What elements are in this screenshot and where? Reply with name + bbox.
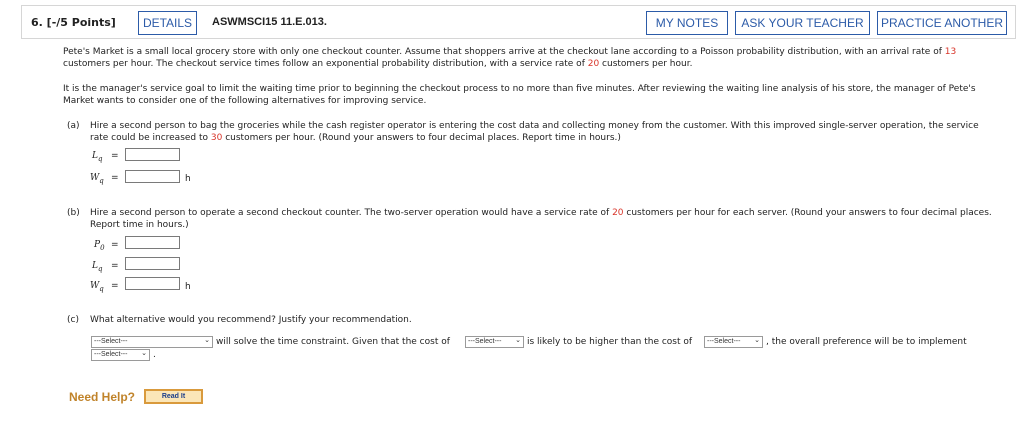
wq-symbol: $W_q$ [90,281,104,293]
chevron-down-icon: ⌄ [754,337,760,344]
lq-symbol: $L_q$ [92,151,103,163]
intro-paragraph-1: Pete's Market is a small local grocery store with only one checkout counter. Assume that shoppers arrive at the checkout lane according to a Poisson probability distribution, with an arrival rate of 13 customers per hour. The checkout service times follow an exponential probability distribution, with a service rate of 20 customers per hour. [63,47,957,69]
intro-paragraph-2: It is the manager's service goal to limit the waiting time prior to beginning the checkout process to no more than five minutes. After reviewing the waiting line analysis of his store, the manager of Pete's Market wants to consider one of the following alternatives for improving service. [63,84,976,106]
p0-symbol: $P_0$ [94,240,105,252]
part-a-wq-input[interactable] [125,170,180,183]
part-b-wq-input[interactable] [125,277,180,290]
hours-unit: h [185,282,191,292]
sentence-end: . [153,350,156,360]
my-notes-button[interactable]: MY NOTES [646,11,728,35]
part-c-text: What alternative would you recommend? Justify your recommendation. [90,315,412,325]
question-header [21,5,1016,39]
part-a-rate: 30 [210,133,223,143]
arrival-rate: 13 [944,47,957,57]
question-number: 6. [-/5 Points] [31,16,116,29]
part-c-text-3: , the overall preference will be to implement [766,337,967,347]
equals-sign: = [111,151,119,161]
part-b-label: (b) [67,208,80,218]
equals-sign: = [111,173,119,183]
alternative-select-4[interactable]: ---Select--- ⌄ [91,349,150,361]
chevron-down-icon: ⌄ [515,337,521,344]
service-rate: 20 [587,59,600,69]
part-b-text: Hire a second person to operate a second checkout counter. The two-server operation would have a service rate of 20 customers per hour for each server. (Round your answers to four decimal places. Report time in hours.) [90,208,992,230]
part-b-rate: 20 [612,208,624,218]
chevron-down-icon: ⌄ [204,337,210,344]
practice-another-button[interactable]: PRACTICE ANOTHER [877,11,1007,35]
part-c-text-2: is likely to be higher than the cost of [527,337,693,347]
hours-unit: h [185,174,191,184]
lq-symbol: $L_q$ [92,261,103,273]
equals-sign: = [111,281,119,291]
equals-sign: = [111,240,119,250]
need-help-label: Need Help? [69,390,136,404]
chevron-down-icon: ⌄ [141,350,147,357]
part-a-label: (a) [67,121,80,131]
problem-code: ASWMSCI15 11.E.013. [212,16,327,28]
part-b-lq-input[interactable] [125,257,180,270]
part-a-text: Hire a second person to bag the groceries while the cash register operator is entering the cost data and collecting money from the customer. With this improved single-server operation, the service rate could be increased to 30 customers per hour. (Round your answers to four decimal places. Report time in hours.) [90,121,979,143]
alternative-select-2[interactable]: ---Select--- ⌄ [465,336,524,348]
equals-sign: = [111,261,119,271]
part-c-label: (c) [67,315,79,325]
ask-teacher-button[interactable]: ASK YOUR TEACHER [735,11,870,35]
part-b-p0-input[interactable] [125,236,180,249]
alternative-select-3[interactable]: ---Select--- ⌄ [704,336,763,348]
alternative-select-1[interactable]: ---Select--- ⌄ [91,336,213,348]
part-c-text-1: will solve the time constraint. Given that the cost of [216,337,450,347]
wq-symbol: $W_q$ [90,173,104,185]
details-button[interactable]: DETAILS [138,11,197,35]
part-a-lq-input[interactable] [125,148,180,161]
read-it-button[interactable]: Read It [144,389,203,404]
